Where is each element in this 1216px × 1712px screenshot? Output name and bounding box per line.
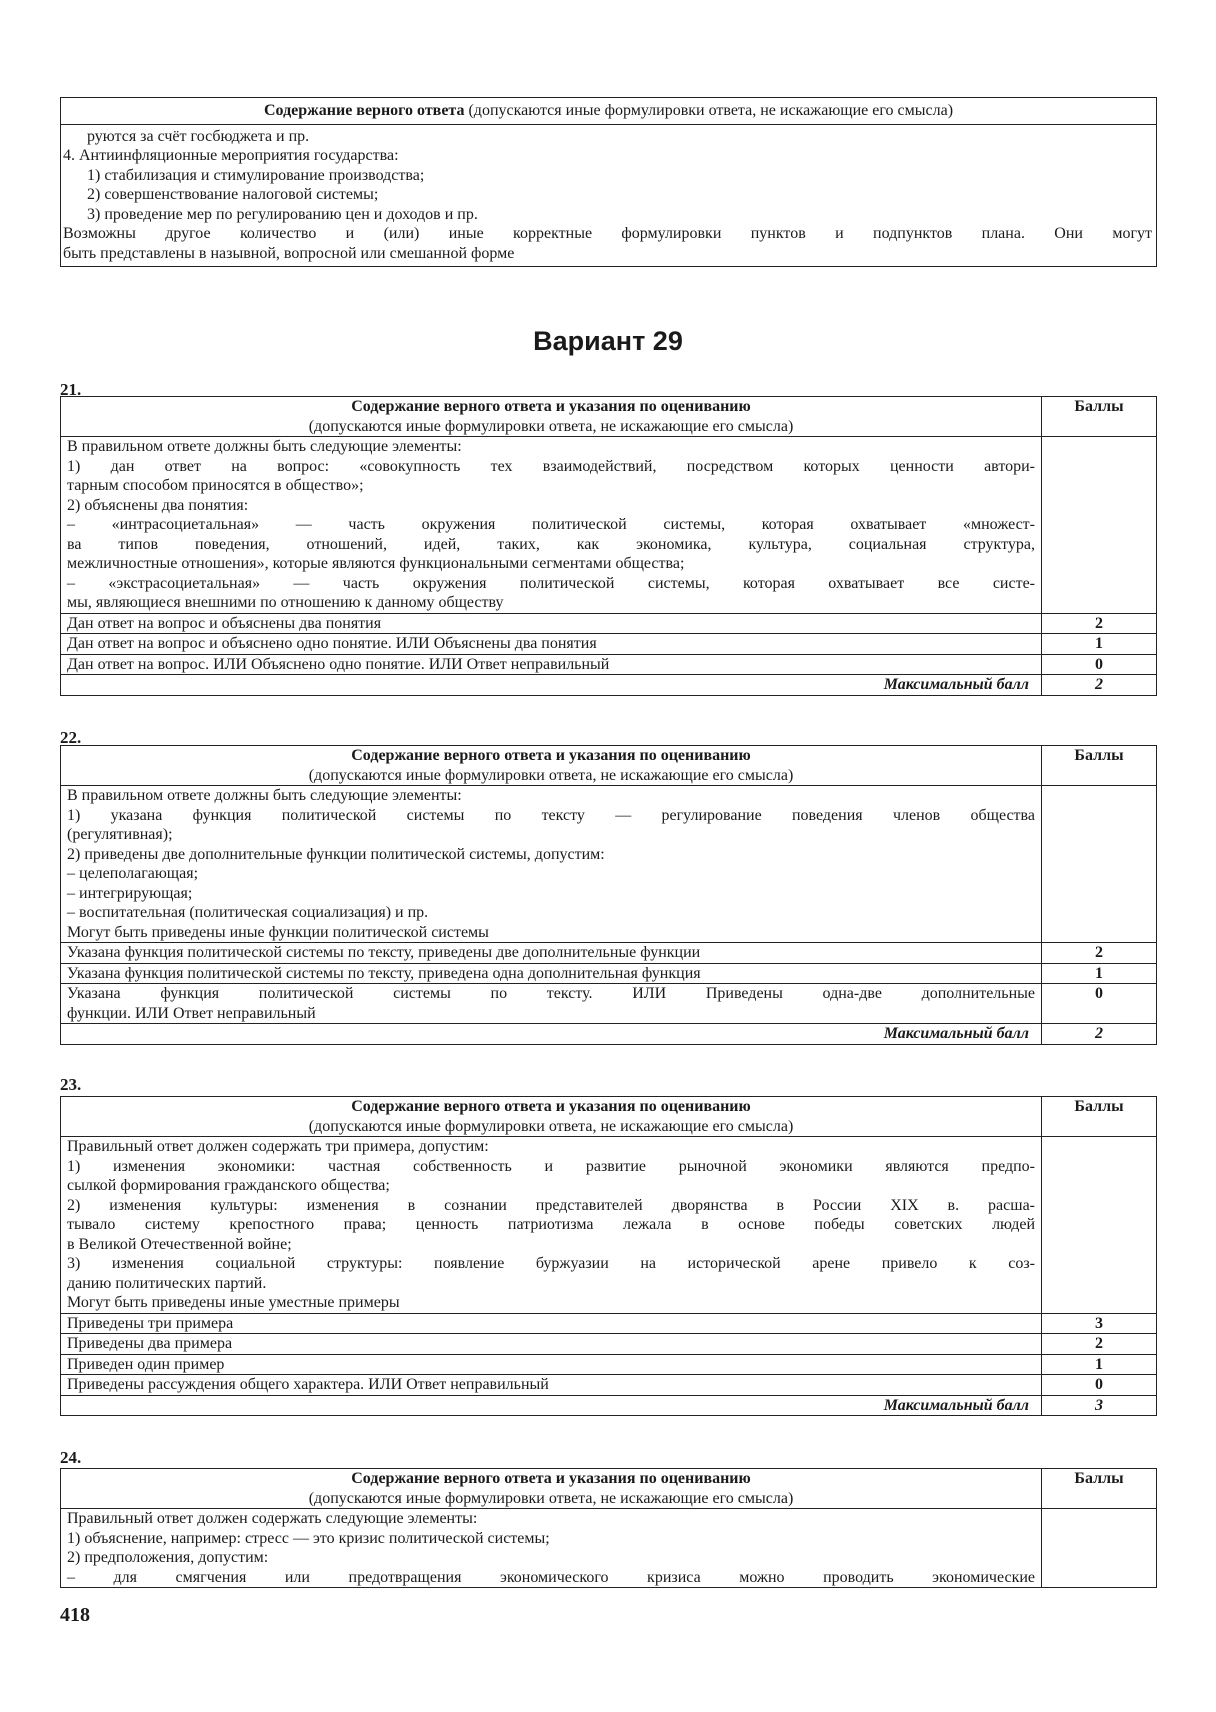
answer-content [61, 1509, 1042, 1588]
score-empty [1042, 1509, 1157, 1588]
score-header: Баллы [1042, 746, 1157, 786]
text-line: Указана функция политической системы по тексту, приведена одна дополнительная функция [67, 964, 701, 982]
header-title: Содержание верного ответа и указания по оцениванию [351, 1098, 751, 1115]
text-line: В правильном ответе должны быть следующие элементы: [67, 787, 462, 804]
text-line: 2) изменения культуры: изменения в сознании представителей дворянства в России XIX в. расша- [67, 1196, 1035, 1214]
header-note: (допускаются иные формулировки ответа, не искажающие его смысла) [464, 102, 954, 119]
text-line: 2) предположения, допустим: [67, 1549, 269, 1566]
max-score-label: Максимальный балл [61, 675, 1042, 696]
criteria-text [61, 1313, 1042, 1334]
max-score-value: 2 [1042, 675, 1157, 696]
text-line: 1) изменения экономики: частная собственность и развитие рыночной экономики являются предпо- [67, 1157, 1035, 1175]
text-line: функции. ИЛИ Ответ неправильный [67, 1004, 316, 1022]
variant-title: Вариант 29 [533, 326, 683, 356]
text-line: 3) проведение мер по регулированию цен и доходов и пр. [87, 205, 478, 223]
criteria-score: 1 [1042, 1354, 1157, 1375]
text-line: быть представлены в назывной, вопросной или смешанной форме [63, 244, 515, 262]
criteria-row [61, 1375, 1157, 1396]
text-line: тарным способом приносятся в общество»; [67, 477, 364, 494]
text-line: данию политических партий. [67, 1274, 267, 1292]
text-line: Приведены рассуждения общего характера. ИЛИ Ответ неправильный [67, 1376, 549, 1393]
question-number: 22. [60, 728, 82, 747]
text-line: 1) дан ответ на вопрос: «совокупность тех взаимодействий, посредством которых ценности автори- [67, 457, 1035, 475]
header-title: Содержание верного ответа и указания по оцениванию [351, 747, 751, 764]
criteria-score: 1 [1042, 634, 1157, 655]
max-score-row [61, 1024, 1157, 1045]
criteria-text [61, 1354, 1042, 1375]
text-line: Возможны другое количество и (или) иные корректные формулировки пунктов и подпунктов плана. Они могут [63, 225, 1152, 242]
score-empty [1042, 786, 1157, 943]
criteria-text [61, 654, 1042, 675]
text-line: Могут быть приведены иные функции политической системы [67, 923, 489, 941]
text-line: 2) приведены две дополнительные функции политической системы, допустим: [67, 845, 605, 863]
text-line: Правильный ответ должен содержать следующие элементы: [67, 1510, 478, 1527]
score-header: Баллы [1042, 1097, 1157, 1137]
criteria-score: 1 [1042, 963, 1157, 984]
table-header [61, 98, 1157, 125]
previous-answer-table [60, 97, 1157, 267]
table-header [61, 746, 1042, 786]
criteria-row [61, 963, 1157, 984]
text-line: Дан ответ на вопрос и объяснены два понятия [67, 614, 382, 632]
answer-table [60, 396, 1157, 696]
criteria-text [61, 1375, 1042, 1396]
max-score-value: 2 [1042, 1024, 1157, 1045]
question-number: 24. [60, 1448, 82, 1467]
text-line: 3) изменения социальной структуры: появление буржуазии на исторической арене привело к соз- [67, 1255, 1035, 1272]
header-title: Содержание верного ответа и указания по оцениванию [351, 398, 751, 415]
max-score-label: Максимальный балл [61, 1395, 1042, 1416]
answer-content [61, 786, 1042, 943]
criteria-score: 0 [1042, 654, 1157, 675]
header-note: (допускаются иные формулировки ответа, не искажающие его смысла) [308, 1117, 794, 1135]
criteria-row [61, 1313, 1157, 1334]
criteria-row [61, 984, 1157, 1024]
criteria-text [61, 613, 1042, 634]
criteria-score: 3 [1042, 1313, 1157, 1334]
criteria-row [61, 1334, 1157, 1355]
answer-content [61, 437, 1042, 614]
criteria-score: 0 [1042, 1375, 1157, 1396]
text-line: Правильный ответ должен содержать три примера, допустим: [67, 1138, 489, 1155]
header-note: (допускаются иные формулировки ответа, не искажающие его смысла) [308, 1489, 794, 1507]
text-line: мы, являющиеся внешними по отношению к данному обществу [67, 594, 504, 611]
max-score-row [61, 675, 1157, 696]
text-line: – для смягчения или предотвращения экономического кризиса можно проводить экономические [67, 1568, 1035, 1586]
text-line: 1) указана функция политической системы по тексту — регулирование поведения членов общества [67, 806, 1035, 824]
question-number: 23. [60, 1075, 82, 1094]
text-line: – целеполагающая; [67, 865, 199, 882]
criteria-text [61, 1334, 1042, 1355]
answer-content [61, 1137, 1042, 1314]
text-line: Дан ответ на вопрос. ИЛИ Объяснено одно понятие. ИЛИ Ответ неправильный [67, 655, 610, 673]
header-bold: Содержание верного ответа [263, 102, 465, 119]
criteria-score: 0 [1042, 984, 1157, 1024]
text-line: Приведены три примера [67, 1314, 234, 1332]
criteria-text [61, 963, 1042, 984]
max-score-label: Максимальный балл [61, 1024, 1042, 1045]
text-line: Приведен один пример [67, 1355, 225, 1373]
text-line: руются за счёт госбюджета и пр. [87, 127, 310, 145]
criteria-score: 2 [1042, 1334, 1157, 1355]
max-score-value: 3 [1042, 1395, 1157, 1416]
text-line: в Великой Отечественной войне; [67, 1235, 292, 1253]
header-note: (допускаются иные формулировки ответа, не искажающие его смысла) [308, 766, 794, 784]
criteria-text [61, 943, 1042, 964]
text-line: – «интрасоциетальная» — часть окружения политической системы, которая охватывает «множест- [67, 516, 1035, 533]
text-line: Могут быть приведены иные уместные примеры [67, 1294, 400, 1311]
criteria-text [61, 984, 1042, 1024]
header-title: Содержание верного ответа и указания по оцениванию [351, 1470, 751, 1487]
criteria-row [61, 1354, 1157, 1375]
score-empty [1042, 437, 1157, 614]
text-line: тывало систему крепостного права; ценность патриотизма лежала в основе победы советских людей [67, 1216, 1035, 1233]
answer-content [61, 124, 1157, 267]
question-number: 21. [60, 380, 82, 399]
text-line: 2) объяснены два понятия: [67, 496, 249, 514]
page-number: 418 [60, 1604, 90, 1626]
criteria-row [61, 613, 1157, 634]
table-header [61, 1097, 1042, 1137]
score-empty [1042, 1137, 1157, 1314]
criteria-row [61, 634, 1157, 655]
max-score-row [61, 1395, 1157, 1416]
criteria-score: 2 [1042, 943, 1157, 964]
text-line: – воспитательная (политическая социализация) и пр. [67, 904, 429, 921]
text-line: Указана функция политической системы по тексту. ИЛИ Приведены одна-две дополнительные [67, 985, 1035, 1002]
text-line: – интегрирующая; [67, 884, 193, 902]
text-line: Дан ответ на вопрос и объяснено одно понятие. ИЛИ Объяснены два понятия [67, 635, 597, 652]
score-header: Баллы [1042, 1469, 1157, 1509]
text-line: – «экстрасоциетальная» — часть окружения политической системы, которая охватывает все систе- [67, 574, 1035, 592]
text-line: Указана функция политической системы по тексту, приведены две дополнительные функции [67, 944, 701, 961]
criteria-score: 2 [1042, 613, 1157, 634]
criteria-row [61, 943, 1157, 964]
text-line: Приведены два примера [67, 1335, 233, 1352]
answer-table [60, 1096, 1157, 1416]
table-header [61, 397, 1042, 437]
header-note: (допускаются иные формулировки ответа, не искажающие его смысла) [308, 417, 794, 435]
text-line: В правильном ответе должны быть следующие элементы: [67, 438, 462, 455]
score-header: Баллы [1042, 397, 1157, 437]
text-line: 1) объяснение, например: стресс — это кризис политической системы; [67, 1529, 550, 1547]
table-header [61, 1469, 1042, 1509]
text-line: ва типов поведения, отношений, идей, таких, как экономика, культура, социальная структура, [67, 535, 1035, 553]
criteria-text [61, 634, 1042, 655]
text-line: (регулятивная); [67, 826, 173, 843]
text-line: 1) стабилизация и стимулирование производства; [87, 166, 425, 184]
text-line: 4. Антиинфляционные мероприятия государства: [63, 147, 399, 164]
text-line: межличностные отношения», которые являются функциональными сегментами общества; [67, 555, 685, 572]
text-line: 2) совершенствование налоговой системы; [87, 186, 379, 203]
text-line: сылкой формирования гражданского общества; [67, 1177, 390, 1194]
answer-table [60, 745, 1157, 1045]
criteria-row [61, 654, 1157, 675]
answer-table [60, 1468, 1157, 1588]
